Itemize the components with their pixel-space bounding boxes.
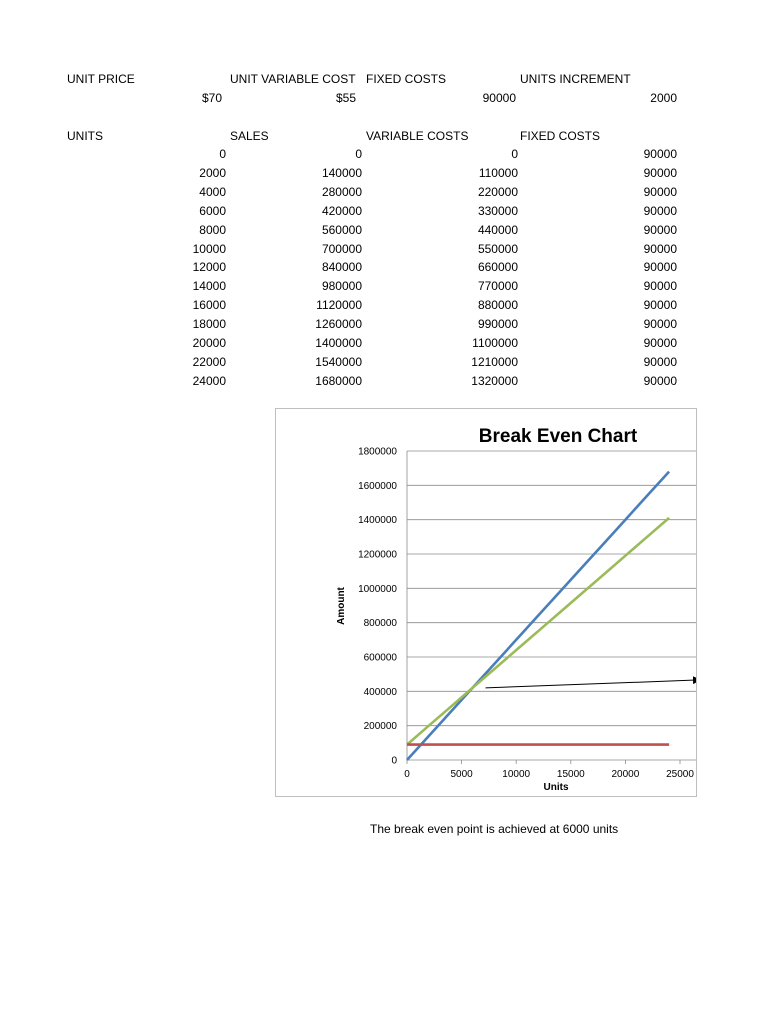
table-row-5-cell-fixed-costs: 90000 — [643, 241, 677, 256]
table-row-0-cell-sales: 0 — [355, 147, 362, 161]
table-row-9-cell-units: 18000 — [192, 317, 226, 332]
table-row-4-cell-variable-costs: 440000 — [477, 222, 518, 237]
param-value-unit-variable-cost: $55 — [335, 91, 356, 105]
table-row-8-cell-variable-costs: 880000 — [477, 298, 518, 313]
table-header-units: UNITS — [67, 129, 103, 143]
table-row-8-cell-sales: 1120000 — [316, 298, 362, 313]
table-row-10-cell-sales: 1400000 — [315, 336, 362, 350]
table-header-sales: SALES — [230, 129, 269, 143]
y-tick-label: 200000 — [363, 721, 397, 733]
table-row-5-cell-sales: 700000 — [321, 241, 362, 256]
table-row-12-cell-fixed-costs: 90000 — [643, 373, 677, 388]
param-header-units-increment: UNITS INCREMENT — [520, 72, 631, 86]
x-tick-label: 25000 — [666, 769, 694, 780]
table-row-12-cell-sales: 1680000 — [315, 373, 362, 388]
table-row-11-cell-fixed-costs: 90000 — [643, 354, 677, 369]
table-row-12-cell-units: 24000 — [192, 373, 226, 388]
table-row-6-cell-fixed-costs: 90000 — [643, 260, 677, 275]
table-row-1-cell-fixed-costs: 90000 — [643, 165, 677, 180]
table-row-7-cell-variable-costs: 770000 — [477, 279, 518, 294]
x-tick-label: 0 — [404, 769, 410, 780]
param-value-unit-price: $70 — [201, 91, 222, 105]
table-row-10-cell-units: 20000 — [192, 336, 226, 350]
y-tick-label: 400000 — [363, 686, 397, 698]
y-axis-label: Amount — [336, 587, 347, 625]
table-row-10-cell-fixed-costs: 90000 — [643, 336, 677, 350]
x-axis-label: Units — [543, 782, 569, 793]
table-row-11-cell-units: 22000 — [192, 354, 226, 369]
break-even-arrow — [486, 680, 696, 688]
table-row-3-cell-variable-costs: 330000 — [477, 203, 518, 218]
table-row-4-cell-fixed-costs: 90000 — [643, 222, 677, 237]
table-row-11-cell-variable-costs: 1210000 — [471, 354, 518, 369]
table-row-7-cell-fixed-costs: 90000 — [643, 279, 677, 294]
table-row-2-cell-units: 4000 — [199, 184, 226, 199]
table-row-2-cell-sales: 280000 — [321, 184, 362, 199]
y-tick-label: 1800000 — [358, 446, 397, 458]
table-row-1-cell-sales: 140000 — [321, 165, 362, 180]
chart-title: Break Even Chart — [478, 426, 638, 447]
table-row-3-cell-fixed-costs: 90000 — [643, 203, 677, 218]
x-tick-label: 10000 — [502, 769, 531, 780]
y-tick-label: 1000000 — [358, 583, 397, 595]
table-header-fixed-costs: FIXED COSTS — [520, 129, 601, 143]
table-row-9-cell-sales: 1260000 — [315, 317, 362, 332]
table-row-6-cell-variable-costs: 660000 — [477, 260, 518, 275]
table-row-8-cell-units: 16000 — [192, 298, 226, 313]
x-tick-label: 15000 — [556, 769, 585, 780]
param-value-fixed-costs: 90000 — [482, 91, 516, 105]
table-row-9-cell-fixed-costs: 90000 — [643, 317, 677, 332]
chart-svg — [276, 409, 696, 796]
break-even-chart — [275, 408, 697, 797]
table-row-12-cell-variable-costs: 1320000 — [471, 373, 518, 388]
y-tick-label: 1200000 — [358, 549, 397, 561]
table-row-2-cell-fixed-costs: 90000 — [643, 184, 677, 199]
break-even-note: The break even point is achieved at 6000 units — [370, 822, 619, 836]
table-row-4-cell-sales: 560000 — [321, 222, 362, 237]
table-row-2-cell-variable-costs: 220000 — [477, 184, 518, 199]
y-tick-label: 0 — [391, 755, 397, 767]
y-tick-label: 800000 — [363, 618, 397, 630]
table-row-4-cell-units: 8000 — [199, 222, 226, 237]
table-row-11-cell-sales: 1540000 — [315, 354, 362, 369]
table-row-3-cell-sales: 420000 — [321, 203, 362, 218]
table-row-7-cell-units: 14000 — [192, 279, 226, 294]
table-row-8-cell-fixed-costs: 90000 — [643, 298, 677, 313]
table-row-10-cell-variable-costs: 1100000 — [472, 336, 518, 350]
param-value-units-increment: 2000 — [650, 91, 677, 105]
table-header-variable-costs: VARIABLE COSTS — [366, 129, 469, 143]
table-row-3-cell-units: 6000 — [199, 203, 226, 218]
x-tick-label: 20000 — [611, 769, 640, 780]
table-row-6-cell-units: 12000 — [192, 260, 226, 275]
table-row-6-cell-sales: 840000 — [321, 260, 362, 275]
param-header-unit-variable-cost: UNIT VARIABLE COST — [230, 72, 356, 86]
table-row-1-cell-units: 2000 — [199, 165, 226, 180]
sales-line — [407, 472, 669, 760]
y-tick-label: 600000 — [363, 652, 397, 664]
table-row-1-cell-variable-costs: 110000 — [478, 165, 518, 180]
table-row-9-cell-variable-costs: 990000 — [477, 317, 518, 332]
table-row-5-cell-variable-costs: 550000 — [477, 241, 518, 256]
table-row-0-cell-fixed-costs: 90000 — [643, 147, 677, 161]
param-header-unit-price: UNIT PRICE — [67, 72, 135, 86]
x-tick-label: 5000 — [450, 769, 473, 780]
table-row-0-cell-units: 0 — [219, 147, 226, 161]
param-header-fixed-costs: FIXED COSTS — [366, 72, 447, 86]
table-row-0-cell-variable-costs: 0 — [511, 147, 518, 161]
y-tick-label: 1600000 — [358, 480, 397, 492]
table-row-5-cell-units: 10000 — [192, 241, 226, 256]
total-cost-line — [407, 518, 669, 745]
table-row-7-cell-sales: 980000 — [321, 279, 362, 294]
y-tick-label: 1400000 — [358, 515, 397, 527]
